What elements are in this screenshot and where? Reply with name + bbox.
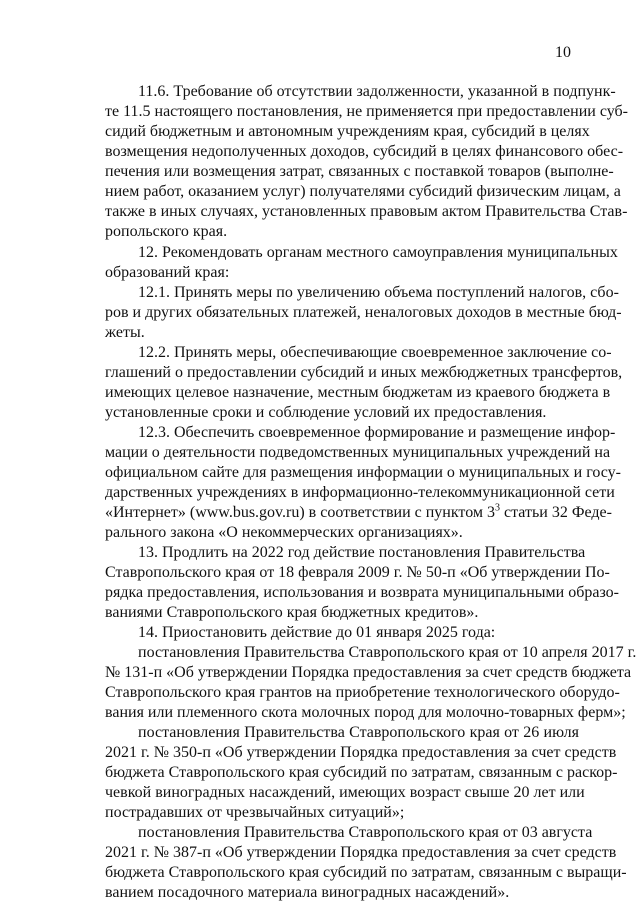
text-line: № 131-п «Об утверждении Порядка предоставления за счет средств бюджета (105, 664, 632, 681)
superscript: 3 (495, 502, 501, 514)
text-line: установленные сроки и соблюдение условий их предоставления. (105, 404, 547, 421)
text-line: глашений о предоставлении субсидий и иных межбюджетных трансфертов, (105, 364, 623, 381)
text-line: официальном сайте для размещения информации о муниципальных и госу- (105, 464, 621, 481)
text-line: жеты. (105, 324, 145, 341)
text-line: 2021 г. № 387-п «Об утверждении Порядка предоставления за счет средств (105, 844, 617, 861)
paragraph (105, 623, 579, 643)
text-line: ванием посадочного материала виноградных насаждений». (105, 884, 510, 901)
text-line: постановления Правительства Ставропольского края от 26 июля (138, 724, 579, 741)
text-line: ваниями Ставропольского края бюджетных кредитов». (105, 604, 479, 621)
text-line: мации о деятельности подведомственных муниципальных учреждений на (105, 444, 611, 461)
text-line: ров и других обязательных платежей, неналоговых доходов в местные бюд- (105, 304, 622, 321)
text-line: образований края: (105, 264, 230, 281)
text-line: бюджета Ставропольского края субсидий по затратам, связанным с раскор- (105, 764, 618, 781)
paragraph (105, 543, 619, 623)
text-line: постановления Правительства Ставропольского края от 03 августа (138, 824, 593, 841)
paragraph (105, 343, 623, 423)
paragraph (105, 82, 628, 242)
text-line: рядка предоставления, использования и возврата муниципальными образо- (105, 584, 619, 601)
paragraph (105, 283, 622, 343)
text-line: Ставропольского края грантов на приобретение технологического оборудо- (105, 684, 620, 701)
text-fragment: статьи 32 Феде- (500, 504, 612, 521)
text-line: 11.6. Требование об отсутствии задолженности, указанной в подпунк- (138, 83, 616, 100)
text-line: 12. Рекомендовать органам местного самоуправления муниципальных (138, 244, 618, 261)
text-line: печения или возмещения затрат, связанных с поставкой товаров (выполне- (105, 163, 614, 180)
text-line: постановления Правительства Ставропольского края от 10 апреля 2017 г. (138, 644, 637, 661)
paragraph (105, 823, 627, 903)
text-line: имеющих целевое назначение, местным бюджетам из краевого бюджета в (105, 384, 611, 401)
text-line: сидий бюджетным и автономным учреждениям края, субсидий в целях (105, 123, 590, 140)
text-line: Ставропольского края от 18 февраля 2009 г. № 50-п «Об утверждении По- (105, 564, 610, 581)
text-line: вания или племенного скота молочных пород для молочно-товарных ферм»; (105, 704, 626, 721)
text-line: 2021 г. № 350-п «Об утверждении Порядка предоставления за счет средств (105, 744, 617, 761)
text-line: 14. Приостановить действие до 01 января 2025 года: (138, 624, 496, 641)
paragraph (105, 643, 637, 723)
text-line: 12.3. Обеспечить своевременное формирование и размещение инфор- (138, 424, 616, 441)
paragraph (105, 723, 618, 823)
text-line: 12.2. Принять меры, обеспечивающие своевременное заключение со- (138, 344, 612, 361)
page-number: 10 (555, 44, 571, 61)
text-line: пострадавших от чрезвычайных ситуаций»; (105, 804, 405, 821)
text-line: бюджета Ставропольского края субсидий по затратам, связанным с выращи- (105, 864, 627, 881)
text-line: те 11.5 настоящего постановления, не применяется при предоставлении суб- (105, 103, 628, 120)
text-line-with-superscript (105, 502, 612, 523)
text-line: также в иных случаях, установленных правовым актом Правительства Став- (105, 203, 628, 220)
text-line: дарственных учреждениях в информационно-телекоммуникационной сети (105, 484, 615, 501)
text-line: чевкой виноградных насаждений, имеющих возраст свыше 20 лет или (105, 784, 585, 801)
text-line: 13. Продлить на 2022 год действие постановления Правительства (138, 544, 586, 561)
paragraph (105, 423, 621, 543)
paragraph (105, 243, 618, 283)
text-line: ропольского края. (105, 223, 228, 240)
text-fragment: «Интернет» (www.bus.gov.ru) в соответствии с пунктом 3 (105, 504, 496, 521)
text-line: 12.1. Принять меры по увеличению объема поступлений налогов, сбо- (138, 284, 619, 301)
text-line: нием работ, оказанием услуг) получателями субсидий физическим лицам, а (105, 183, 621, 200)
text-line: возмещения недополученных доходов, субсидий в целях финансового обес- (105, 143, 624, 160)
text-line: рального закона «О некоммерческих организациях». (105, 524, 463, 541)
